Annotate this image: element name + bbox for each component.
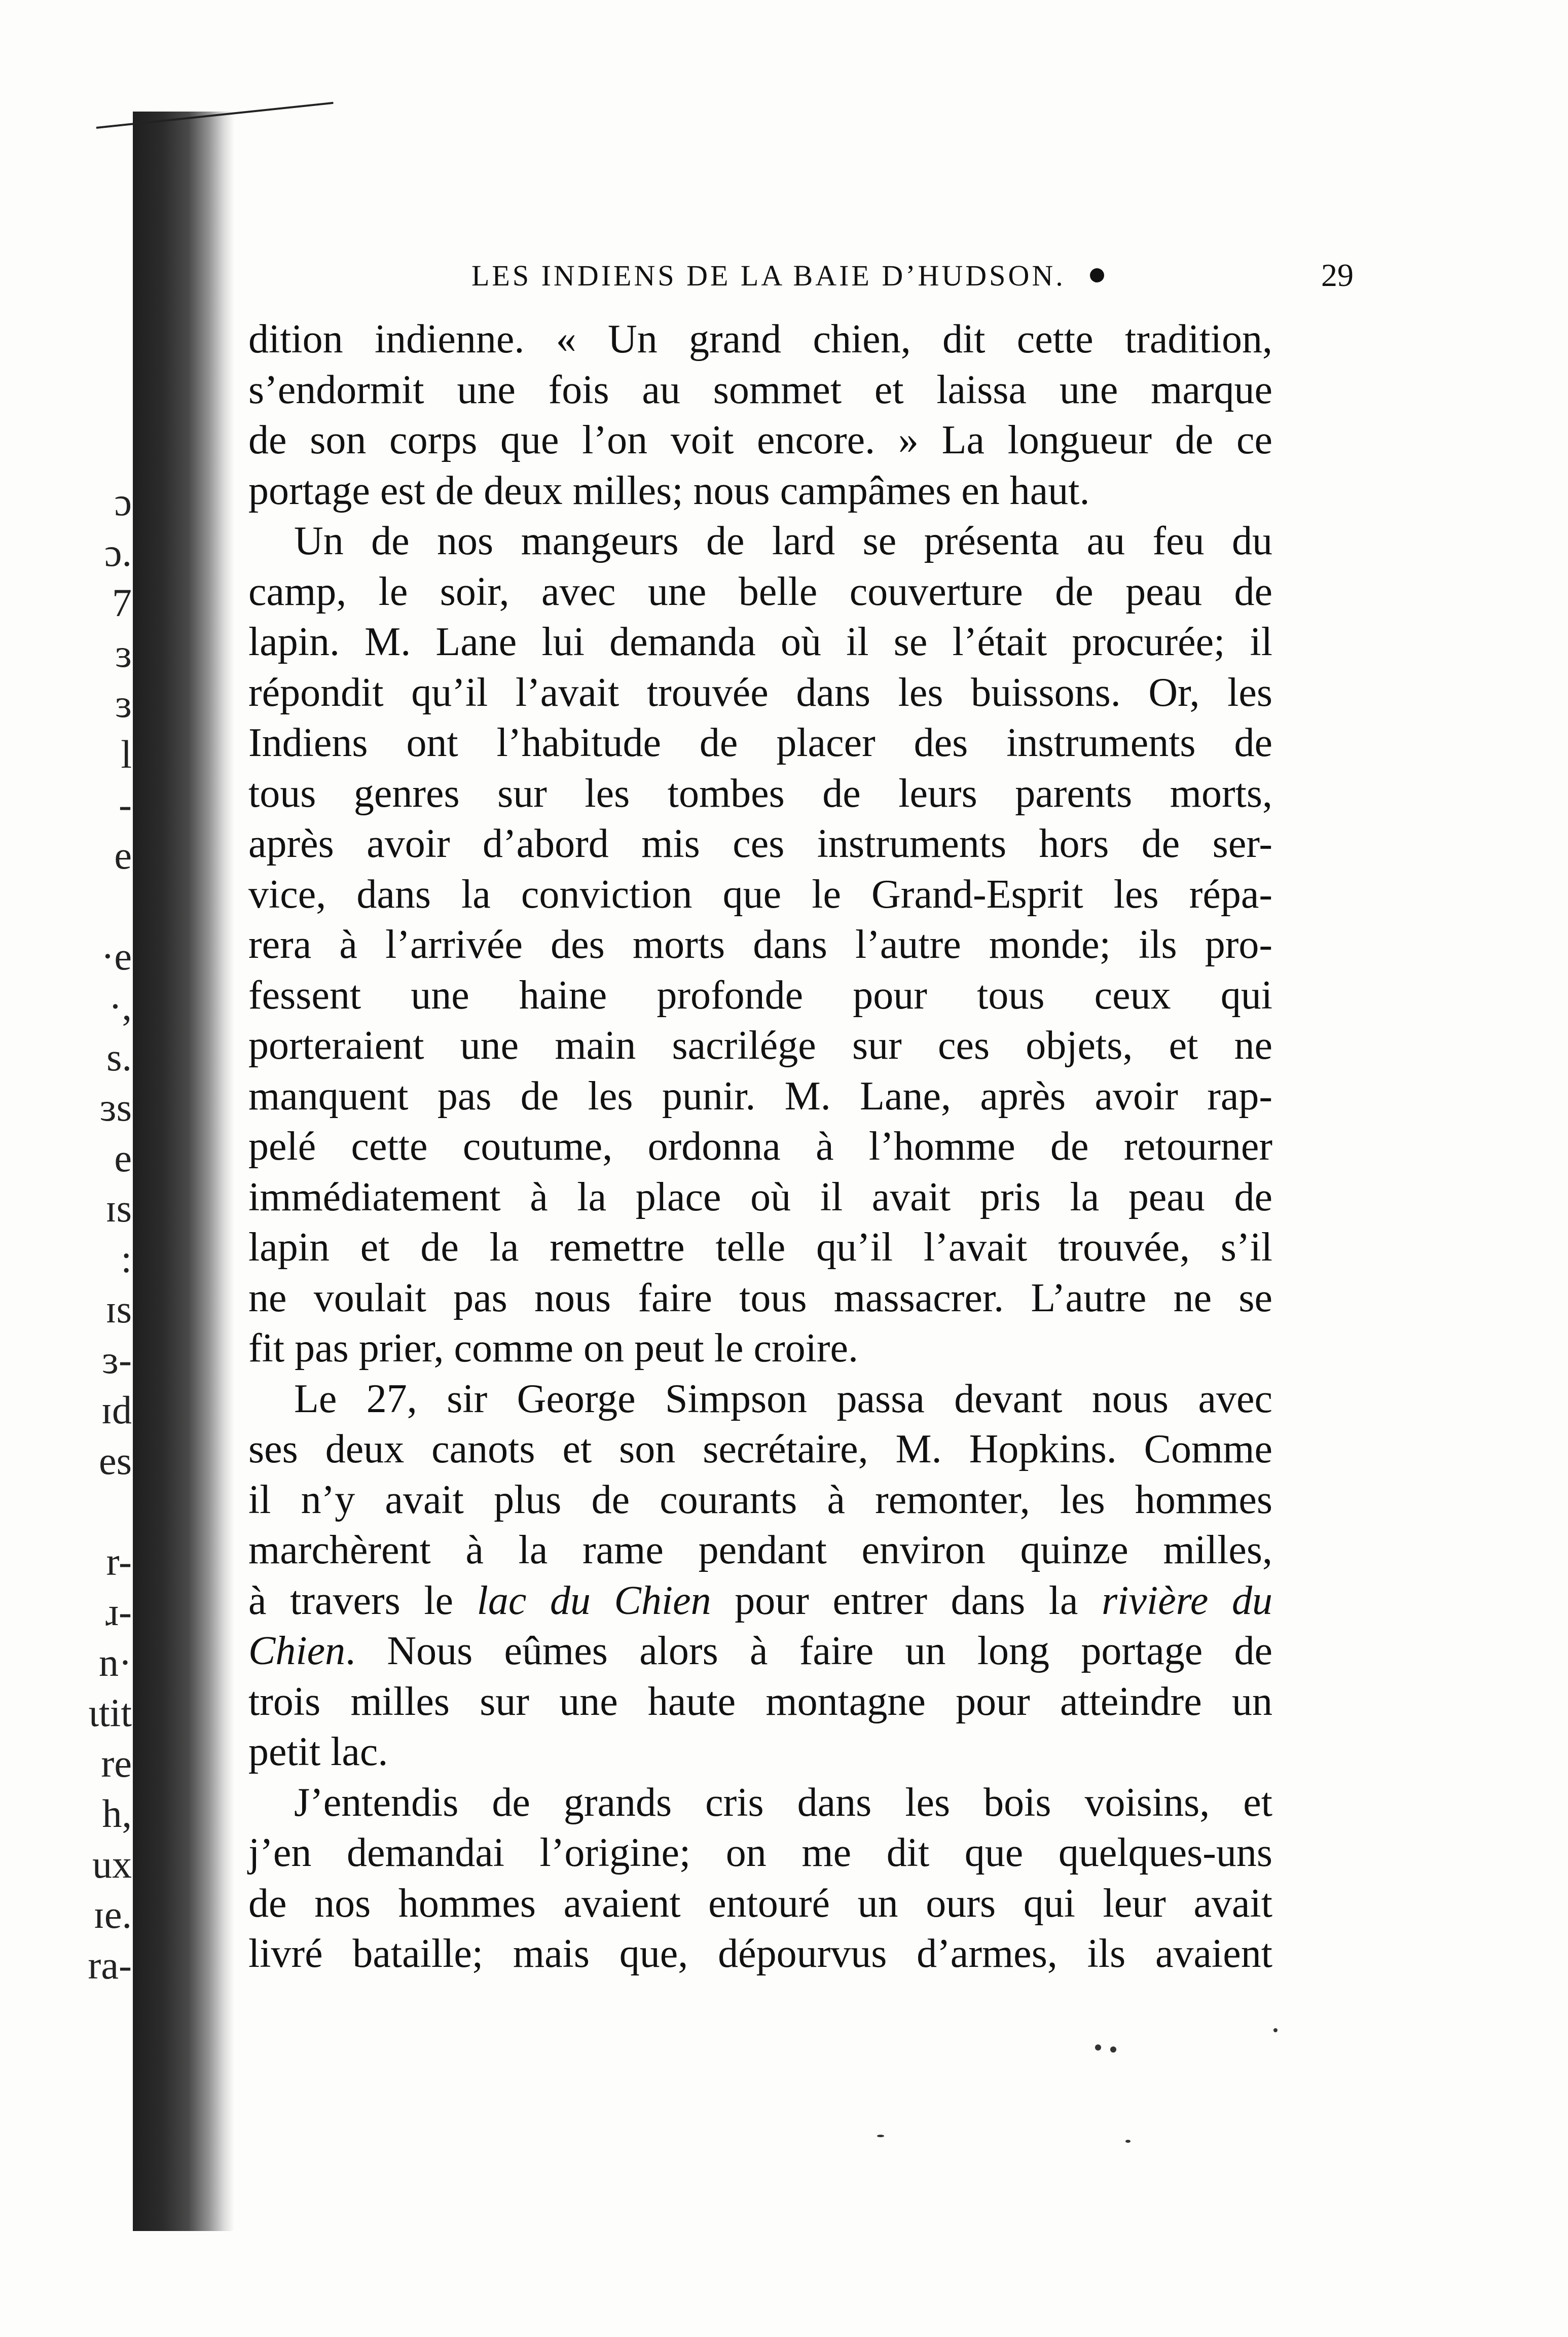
text-segment: à travers le (248, 1578, 477, 1623)
text-line: petit lac. (248, 1730, 388, 1774)
text-line: de nos hommes avaient entouré un ours qui leur avait (248, 1881, 1272, 1926)
text-line: pelé cette coutume, ordonna à l’homme de retourner (248, 1124, 1272, 1169)
italic-phrase: lac du Chien (477, 1578, 711, 1623)
bleed-fragment: - (119, 782, 132, 826)
text-line: Indiens ont l’habitude de placer des instruments de (248, 721, 1272, 765)
binding-gutter-shadow (133, 112, 234, 2231)
text-line: camp, le soir, avec une belle couverture de peau de (248, 569, 1272, 614)
text-line: fessent une haine profonde pour tous ceux qui (248, 973, 1272, 1018)
italic-phrase: rivière du (1102, 1578, 1272, 1623)
ink-speck (1125, 2140, 1131, 2143)
text-segment: pour entrer dans la (711, 1578, 1102, 1623)
text-line: ses deux canots et son secrétaire, M. Hopkins. Comme (248, 1427, 1272, 1471)
bleed-fragment: s. (106, 1034, 132, 1079)
text-line: trois milles sur une haute montagne pour atteindre un (248, 1679, 1272, 1724)
text-line: portage est de deux milles; nous campâmes en haut. (248, 468, 1090, 513)
running-head-title: LES INDIENS DE LA BAIE D’HUDSON. (471, 259, 1066, 292)
bleed-fragment (35, 1486, 132, 1536)
text-line: il n’y avait plus de courants à remonter, les hommes (248, 1477, 1272, 1522)
text-line: immédiatement à la place où il avait pris la peau de (248, 1174, 1272, 1219)
text-line: lapin. M. Lane lui demanda où il se l’était procurée; il (248, 620, 1272, 664)
bleed-fragment: l (121, 732, 132, 776)
bleed-fragment: ɔ. (104, 530, 132, 574)
bleed-fragment: ·, (108, 984, 132, 1028)
text-line: J’entendis de grands cris dans les bois voisins, et (294, 1780, 1272, 1825)
text-line: manquent pas de les punir. M. Lane, après avoir rap- (248, 1073, 1272, 1119)
bleed-fragment: ɩtit (88, 1691, 132, 1735)
italic-phrase: Chien (248, 1629, 346, 1673)
text-segment: . Nous eûmes alors à faire un long portage de (345, 1629, 1272, 1673)
bleed-fragment: ɜ (115, 631, 132, 675)
bleed-fragment: ɹ- (105, 1590, 132, 1634)
bullet-ornament-icon (1090, 268, 1104, 282)
text-line: lapin et de la remettre telle qu’il l’avait trouvée, s’il (248, 1225, 1272, 1270)
bleed-fragment: e (114, 833, 132, 877)
text-line: après avoir d’abord mis ces instruments hors de ser- (248, 821, 1272, 866)
text-line: porteraient une main sacrilége sur ces objets, et ne (248, 1023, 1272, 1068)
text-line: vice, dans la conviction que le Grand-Esprit les répa- (248, 872, 1272, 917)
bleed-fragment: h, (102, 1791, 132, 1836)
text-line: marchèrent à la rame pendant environ quinze milles, (248, 1528, 1272, 1572)
bleed-fragment: ɪs (105, 1287, 132, 1331)
text-line: rera à l’arrivée des morts dans l’autre monde; ils pro- (248, 922, 1272, 967)
ink-speck (1273, 2028, 1278, 2032)
text-line: dition indienne. « Un grand chien, dit cette tradition, (248, 317, 1272, 362)
text-line (248, 1626, 1272, 1677)
bleed-fragment: re (101, 1741, 132, 1785)
ink-speck (877, 2135, 884, 2137)
text-line: j’en demandai l’origine; on me dit que quelques-uns (248, 1830, 1272, 1875)
bleed-fragment (35, 880, 132, 931)
text-line: Le 27, sir George Simpson passa devant nous avec (294, 1376, 1272, 1421)
bleed-fragment: es (99, 1438, 132, 1483)
bleed-fragment: e (114, 1135, 132, 1180)
text-line: Un de nos mangeurs de lard se présenta au feu du (294, 519, 1272, 563)
bleed-fragment: : (121, 1236, 132, 1281)
left-page-bleed (35, 477, 132, 1990)
text-line: livré bataille; mais que, dépourvus d’armes, ils avaient (248, 1931, 1272, 1976)
body-text (248, 314, 1272, 2089)
text-line (248, 1576, 1272, 1627)
bleed-fragment: ɔ (114, 480, 132, 524)
page-number: 29 (1321, 257, 1354, 293)
text-line: ne voulait pas nous faire tous massacrer. L’autre ne se (248, 1275, 1272, 1320)
text-line: tous genres sur les tombes de leurs parents morts, (248, 771, 1272, 816)
bleed-fragment: ux (92, 1842, 132, 1886)
bleed-fragment: 7 (112, 581, 132, 625)
bleed-fragment: ra- (88, 1943, 132, 1987)
text-line: fit pas prier, comme on peut le croire. (248, 1326, 859, 1371)
bleed-fragment: ɜs (99, 1085, 132, 1129)
bleed-fragment: ɜ (115, 681, 132, 726)
running-head (471, 253, 1354, 298)
bleed-fragment: ɪd (101, 1388, 132, 1432)
ink-speck (1095, 2044, 1101, 2051)
bleed-fragment: ɪs (105, 1186, 132, 1230)
text-line: de son corps que l’on voit encore. » La longueur de ce (248, 418, 1272, 462)
ink-speck (1110, 2046, 1116, 2053)
bleed-fragment: ·e (101, 933, 132, 978)
bleed-fragment: r- (106, 1539, 132, 1584)
bleed-fragment: ɜ- (102, 1337, 132, 1382)
bleed-fragment: ɪe. (93, 1892, 132, 1936)
text-line: s’endormit une fois au sommet et laissa une marque (248, 367, 1272, 412)
text-line: répondit qu’il l’avait trouvée dans les buissons. Or, les (248, 670, 1272, 715)
bleed-fragment: n· (99, 1640, 132, 1684)
